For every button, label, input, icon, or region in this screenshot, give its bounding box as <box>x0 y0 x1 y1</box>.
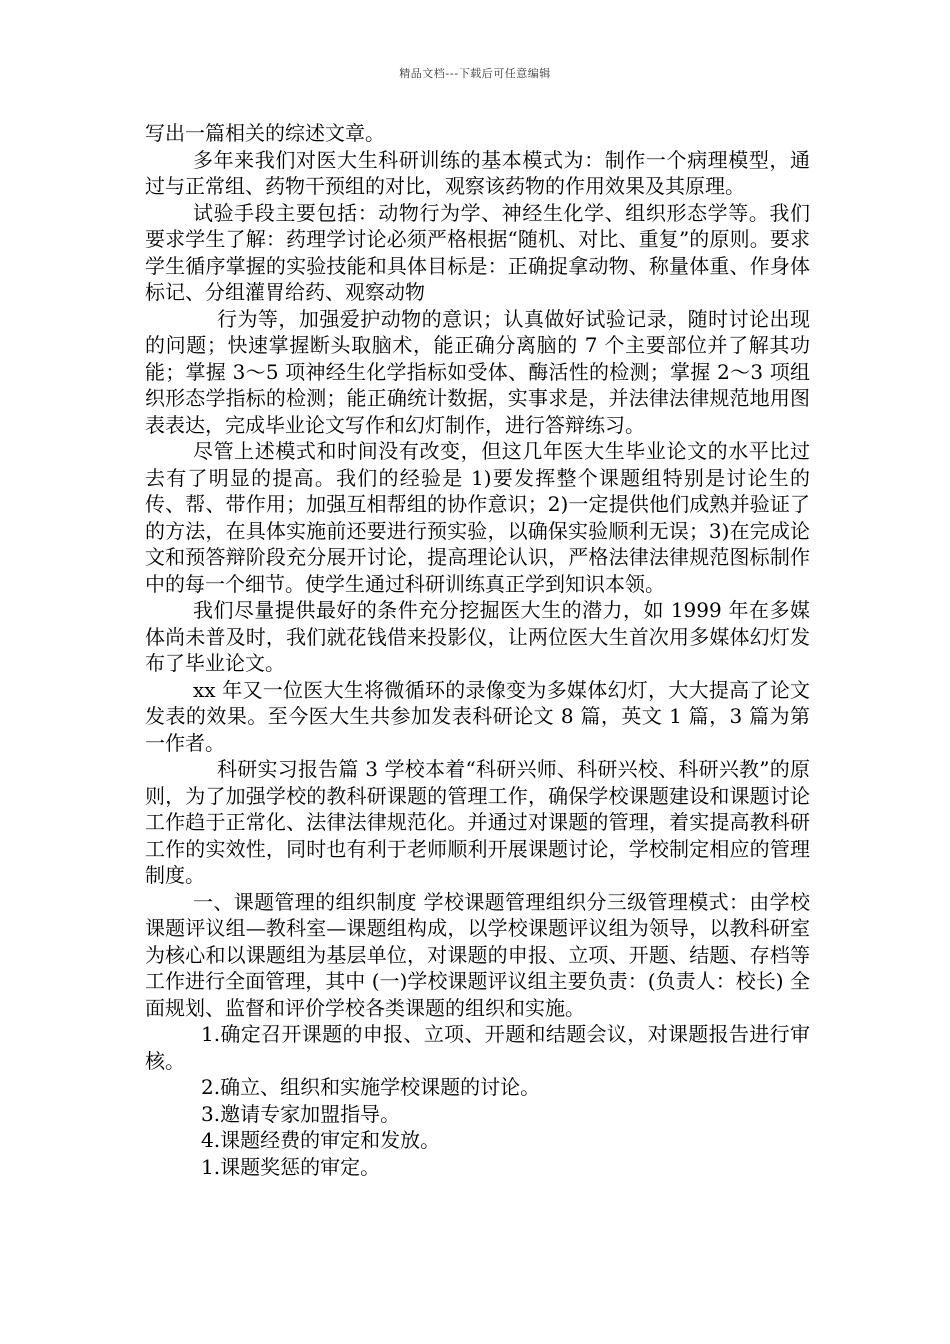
paragraph: 一、课题管理的组织制度 学校课题管理组织分三级管理模式：由学校课题评议组—教科室—课题组构成，以学校课题评议组为领导，以教科研室为核心和以课题组为基层单位，对课题的申报、立项、开题、结题、存档等工作进行全面管理，其中 (一)学校课题评议组主要负责：(负责人：校长) 全面规划、监督和评价学校各类课题的组织和实施。 <box>145 889 810 1020</box>
paragraph: xx 年又一位医大生将微循环的录像变为多媒体幻灯，大大提高了论文发表的效果。至今医大生共参加发表科研论文 8 篇，英文 1 篇，3 篇为第一作者。 <box>145 677 810 755</box>
list-item: 4.课题经费的审定和发放。 <box>201 1128 441 1152</box>
list-item: 1.课题奖惩的审定。 <box>201 1154 381 1179</box>
paragraph: 试验手段主要包括：动物行为学、神经生化学、组织形态学等。我们要求学生了解：药理学讨论必须严格根据“随机、对比、重复”的原则。要求学生循序掌握的实验技能和具体目标是：正确捉拿动物、称量体重、作身体标记、分组灌胃给药、观察动物 <box>145 200 810 304</box>
list-item: 3.邀请专家加盟指导。 <box>201 1101 401 1126</box>
paragraph: 我们尽量提供最好的条件充分挖掘医大生的潜力，如 1999 年在多媒体尚未普及时，我们就花钱借来投影仪，让两位医大生首次用多媒体幻灯发布了毕业论文。 <box>145 598 810 675</box>
paragraph: 写出一篇相关的综述文章。 <box>145 121 385 145</box>
document-body <box>145 120 810 1180</box>
paragraph: 行为等，加强爱护动物的意识；认真做好试验记录，随时讨论出现的问题；快速掌握断头取脑术，能正确分离脑的 7 个主要部位并了解其功能；掌握 3～5 项神经生化学指标如受体、酶活性的检测；掌握 2～3 项组织形态学指标的检测；能正确统计数据，实事求是，并法律法律规范地用图表表达，完成毕业论文写作和幻灯制作，进行答辩练习。 <box>145 306 810 437</box>
list-item: 1.确定召开课题的申报、立项、开题和结题会议，对课题报告进行审核。 <box>145 1022 810 1073</box>
list-item: 2.确立、组织和实施学校课题的讨论。 <box>201 1075 541 1099</box>
page-header: 精品文档---下载后可任意编辑 <box>399 67 551 80</box>
paragraph: 科研实习报告篇 3 学校本着“科研兴师、科研兴校、科研兴教”的原则，为了加强学校的教科研课题的管理工作，确保学校课题建设和课题讨论工作趋于正常化、法律法律规范化。并通过对课题的管理，着实提高教科研工作的实效性，同时也有利于老师顺利开展课题讨论，学校制定相应的管理制度。 <box>145 757 810 887</box>
paragraph: 尽管上述模式和时间没有改变，但这几年医大生毕业论文的水平比过去有了明显的提高。我们的经验是 1)要发挥整个课题组特别是讨论生的传、帮、带作用；加强互相帮组的协作意识；2)一定提供他们成熟并验证了的方法，在具体实施前还要进行预实验，以确保实验顺利无误；3)在完成论文和预答辩阶段充分展开讨论，提高理论认识，严格法律法律规范图标制作中的每一个细节。使学生通过科研训练真正学到知识本领。 <box>145 439 810 596</box>
paragraph: 多年来我们对医大生科研训练的基本模式为：制作一个病理模型，通过与正常组、药物干预组的对比，观察该药物的作用效果及其原理。 <box>145 147 810 198</box>
